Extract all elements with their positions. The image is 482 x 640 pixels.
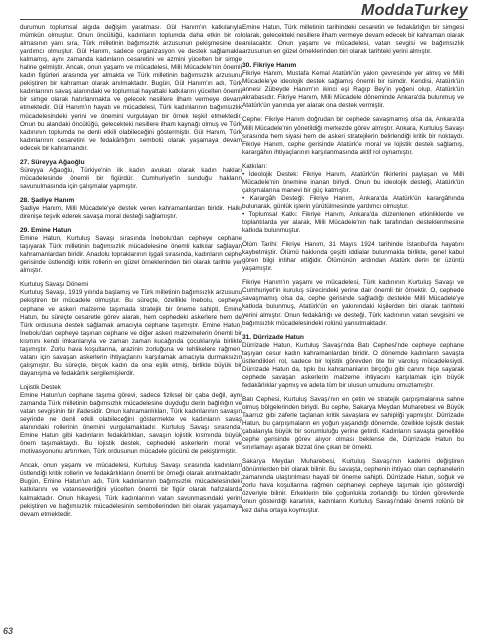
section-heading: 31. Dürrizade Hatun (242, 333, 304, 341)
list-item: • Toplumsal Katkı: Fikriye Hanım, Ankara'da düzenlenen etkinliklerde ve toplantılarda yer alarak, Milli Mücadele'nin halk tarafından desteklenmesine katkıda bulunmuştur. (242, 210, 464, 235)
section-heading: 27. Süreyya Ağaoğlu (20, 158, 85, 166)
paragraph: Batı Cephesi, Kurtuluş Savaşı'nın en çetin ve stratejik çarpışmalarına sahne olmuş bölgelerinden biriydi. Bu cephe, Sakarya Meydan Muharebesi ve Büyük Taarruz gibi zaferle taçlanan kritik savaşlara ev sahipliği yapmıştır. Dürrizade Hatun, bu çarpışmaların en yoğun yaşandığı dönemde, özellikle lojistik destek çabalarıyla büyük bir sorumluluğu yerine getirdi. Kadınların savaşta genellikle cephe gerisinde görev alıyor olması beklense de, Dürrizade Hatun bu sınırlamayı aşarak bizzat öne çıkan bir örnekti. (242, 395, 464, 452)
paragraph: Ölüm Tarihi: Fikriye Hanım, 31 Mayıs 1924 tarihinde İstanbul'da hayatını kaybetmiştir. Ölümü hakkında çeşitli iddialar bulunmakla birlikte, genel kabul gören bilgi intihar ettiğidir. Ölümünün ardından Atatürk derin bir üzüntü yaşamıştır. (242, 241, 464, 273)
paragraph: Sakarya Meydan Muharebesi, Kurtuluş Savaşı'nın kaderini değiştiren dönümlerden biri olarak bilinir. Bu savaşta, cephenin ihtiyacı olan cephanelerin zamanında ulaştırılması hayati bir öneme sahipti. Dürrizade Hatun, soğuk ve zorlu hava koşullarına rağmen cephaneyi cepheye taşımak için gösterdiği özveriyle bilinir. Erkeklerin bile çoğunlukla zorlandığı bu türden görevlerde onun gösterdiği kararlılık, kadınların Kurtuluş Savaşı'ndaki önemli rolünü bir kez daha ortaya koymuştur. (242, 458, 464, 514)
paragraph: Ancak, onun yaşamı ve mücadelesi, Kurtuluş Savaşı sırasında kadınların üstlendiği kritik rollerin ve fedakârlıkların önemli bir örneği olarak anılmaktadır. Bugün, Emine Hatun'un adı, Türk kadınlarının bağımsızlık mücadelesindeki katkılarını ve vatanseverliğini yücelten önemli bir figür olarak hafızalarda kalmaktadır. Onun hikayesi, Türk kadınlarının vatan savunmasındaki yerini pekiştiren ve bağımsızlık mücadelesinin sembollerinden biri olarak yaşamaya devam etmektedir. (20, 462, 242, 518)
header-rule (20, 19, 468, 20)
right-column (242, 24, 464, 521)
section-heading: 29. Emine Hatun (20, 227, 72, 235)
paragraph: Kurtuluş Savaşı, 1919 yılında başlamış ve Türk milletinin bağımsızlık arzusunu pekiştiren bir mücadele olmuştur. Bu süreçte, özellikle İnebolu, cepheye cephane ve askeri malzeme taşımada stratejik bir öneme sahipti. Emine Hatun, bu süreçte cesaretle görev alarak, hem cephedeki askerlere hem de Türk ordusuna destek sağlamak amacıyla cephane taşımıştır. Emine Hatun, İnebolu'dan cepheye taşınan cephane ve diğer askeri malzemelerin önemli bir kısmını kendi imkanlarıyla ve zaman zaman kucağında çocuklarıyla birlikte taşımıştır. Zorlu hava koşullarına, arazinin zorluğuna ve tehlikelere rağmen, vatanı için savaşan askerlerin ihtiyaçlarını karşılamak amacıyla durmaksızın çalışmıştır. Bu süreçte, birçok kadın da ona eşlik etmiş, birlikte büyük bir dayanışma ve fedakârlık sergilemişlerdir. (20, 289, 242, 377)
paragraph: Cephe: Fikriye Hanım doğrudan bir cephede savaşmamış olsa da, Ankara'da Milli Mücadele'nin yönetildiği merkezde görev almıştır. Ankara, Kurtuluş Savaşı sırasında hem siyasi hem de askeri stratejilerin belirlendiği kritik bir noktaydı. Fikriye Hanım, cephe gerisinde Atatürk'e moral ve lojistik destek sağlamış, karargâhın ihtiyaçlarının karşılanmasında aktif rol oynamıştır. (242, 116, 464, 156)
paragraph: durumun toplumsal algıda değişim yaratması. Gül Hanım'ın katkılarıyla mümkün olmuştur. Onun öncülüğü, kadınların toplumda daha etkin bir rol almasının yanı sıra, Türk milletinin bağımsızlık arzusunun pekişmesine de yardımcı olmuştur. Gül Hanım, sadece organizasyon ve destek sağlamakla kalmamış, aynı zamanda kadınların cesaretini ve azmini yücelten bir simge haline gelmiştir. Ancak, onun yaşamı ve mücadelesi, Milli Mücadele'nin önemli kadın figürleri arasında yer almakta ve Türk milletinin bağımsızlık arzusunu pekiştiren bir kahraman olarak anılmaktadır. Bugün, Gül Hanım'ın adı, Türk kadınlarının savaş alanındaki ve toplumsal hayattaki katkılarını yücelten önemli bir simge olarak hatırlanmakta ve gelecek nesillere ilham vermeye devam etmektedir. Gül Hanım'ın hayatı ve mücadelesi, Türk kadınlarının bağımsızlık mücadelesindeki yerini ve önemini vurgulayan bir örnek teşkil etmektedir. Onun bu alandaki öncülüğü, gelecekteki nesillere ilham kaynağı olmuş ve Türk kadınının toplumda ne denli etkili olabileceğini göstermiştir. Gül Hanım, Türk kadınlarının cesaretini ve fedakârlığını sembolü olarak yaşamaya devam edecek bir kahramandır. (20, 24, 242, 152)
left-column (20, 24, 242, 525)
paragraph: Emine Hatun, Türk milletinin tarihindeki cesaretin ve fedakârlığın bir simgesi olarak, gelecekteki nesillere ilham vermeye devam edecek bir kahraman olarak anılacaktır. Onun yaşamı ve mücadelesi, vatan sevgisi ve bağımsızlık arzusunun en güzel örneklerinden biri olarak tarihteki yerini almıştır. (242, 24, 464, 56)
page-number: 63 (3, 626, 14, 636)
paragraph: Şadiye Hanım, Milli Mücadele'ye destek veren kahramanlardan biridir. Halkı direnişe teşvik ederek savaşa moral desteği sağlamıştır. (20, 204, 242, 221)
contributions-list (242, 171, 464, 235)
section-heading: 30. Fikriye Hanım (242, 62, 297, 70)
contributions-label: Katkıları: (242, 162, 268, 170)
paragraph: Fikriye Hanım'ın yaşamı ve mücadelesi, Türk kadınının Kurtuluş Savaşı ve Cumhuriyet'in kuruluş sürecindeki yerine dair önemli bir örnektir. O, cephede savaşmamış olsa da, cephe gerisinde sağladığı destekle Milli Mücadele'ye katkıda bulunmuş, Atatürk'ün en yakınındaki kişilerden biri olarak tarihteki yerini almıştır. Onun fedakârlığı ve desteği, Türk kadınının vatan sevgisini ve bağımsızlık mücadelesindeki rolünü yansıtmaktadır. (242, 279, 464, 327)
list-item: • İdeolojik Destek: Fikriye Hanım, Atatürk'ün fikirlerini paylaşan ve Milli Mücadele'nin önemine inanan biriydi. Onun bu ideolojik desteği, Atatürk'ün çalışmalarına manevi bir güç katmıştır. (242, 170, 464, 194)
brand-logo: ModdaTurkey (360, 2, 468, 19)
paragraph: Emine Hatun, Kurtuluş Savaşı sırasında İnebolu'dan cepheye cephane taşıyarak Türk milletinin bağımsızlık mücadelesine önemli katkılar sağlayan kahramanlardan biridir. Anadolu topraklarının işgali sırasında, kadınların cephe gerisinde üstlendiği kritik rollerin en güzel örneklerinden biri olarak tarihte yer almıştır. (20, 235, 242, 275)
list-item: • Karargâh Desteği: Fikriye Hanım, Ankara'da Atatürk'ün karargâhında bulunarak, günlük işlerin yürütülmesinde yardımcı olmuştur. (242, 194, 464, 210)
paragraph: Dürrizade Hatun, Kurtuluş Savaşı'nda Batı Cephesi'nde cepheye cephane taşıyan cesur kadın kahramanlardan biridir. O dönemde kadınların savaşta üstlendikleri rol, sadece bir lojistik görevden öte bir varoluş mücadelesiydi. Dürrizade Hatun da, tıpkı bu kahramanların birçoğu gibi canını hiçe sayarak cephede savaşan askerlerin malzeme ihtiyacını karşılamak için büyük fedakârlıklar yapmış ve adeta tüm bir ulusun umudunu omuzlamıştır. (242, 341, 464, 389)
paragraph: Süreyya Ağaoğlu, Türkiye'nin ilk kadın avukatı olarak kadın hakları mücadelesinde önemli bir figürdür. Cumhuriyet'in sunduğu hakların savunulmasında için çalışmalar yapmıştır. (20, 166, 242, 190)
paragraph: Fikriye Hanım, Mustafa Kemal Atatürk'ün yakın çevresinde yer almış ve Milli Mücadele'ye ideolojik destek sağlamış önemli bir isimdir. Kendisi, Atatürk'ün annesi Zübeyde Hanım'ın ikinci eşi Ragıp Bey'in yeğeni olup, Atatürk'ün akrabasıdır. Fikriye Hanım, Milli Mücadele döneminde Ankara'da bulunmuş ve Atatürk'ün yanında yer alarak ona destek vermiştir. (242, 70, 464, 110)
section-heading: 28. Şadiye Hanım (20, 196, 75, 204)
subsection-heading: Lojistik Destek (20, 383, 61, 391)
paragraph: Emine Hatun'un cephane taşıma görevi, sadece fiziksel bir çaba değil, aynı zamanda Türk milletinin bağımsızlık mücadelesine duyduğu derin bağlılığın ve vatan sevgisinin bir ifadesidir. Onun kahramanlıkları, Türk kadınlarının savaşın seyrinde ne denli etkili olabileceğini göstermekte ve kadınların savaş alanındaki rollerinin önemini vurgulamaktadır. Kurtuluş Savaşı sırasında, Emine Hatun gibi kadınların fedakârlıkları, savaşın lojistik kısmında büyük önem taşımaktaydı. Bu lojistik destek, cephedeki askerlerin moral ve motivasyonunu artırırken, Türk ordusunun mücadele gücünü de pekiştirmiştir. (20, 391, 242, 456)
subsection-heading: Kurtuluş Savaşı Dönemi (20, 281, 89, 289)
